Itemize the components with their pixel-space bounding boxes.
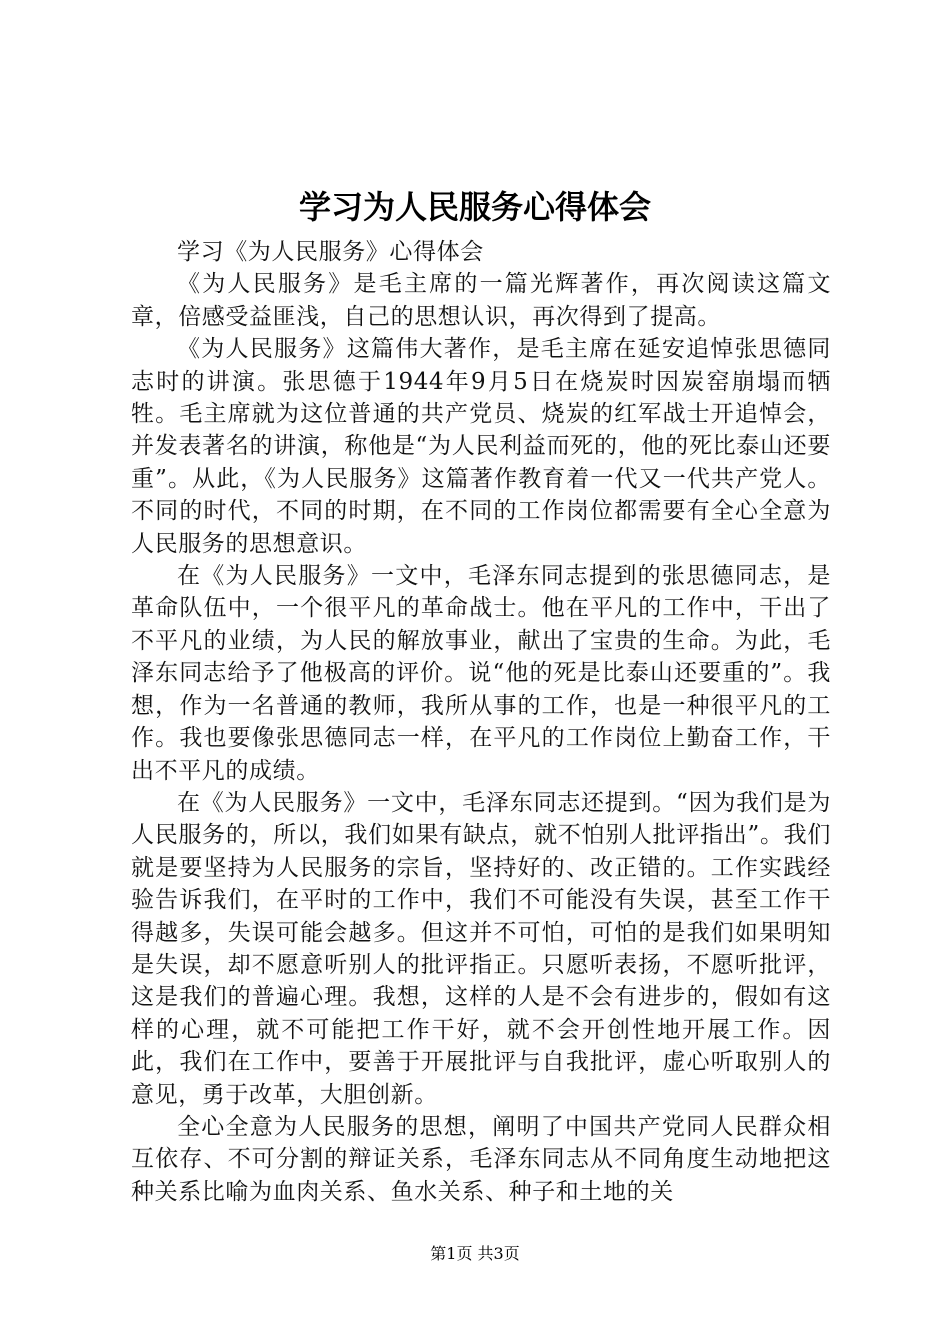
paragraph: 全心全意为人民服务的思想，阐明了中国共产党同人民群众相互依存、不可分割的辩证关系，毛泽东同志从不同角度生动地把这种关系比喻为血肉关系、鱼水关系、种子和土地的关 (131, 1113, 831, 1205)
document-body (131, 236, 831, 1208)
paragraph: 在《为人民服务》一文中，毛泽东同志提到的张思德同志，是革命队伍中，一个很平凡的革命战士。他在平凡的工作中，干出了不平凡的业绩，为人民的解放事业，献出了宝贵的生命。为此，毛泽东同志给予了他极高的评价。说“他的死是比泰山还要重的”。我想，作为一名普通的教师，我所从事的工作，也是一种很平凡的工作。我也要像张思德同志一样，在平凡的工作岗位上勤奋工作，干出不平凡的成绩。 (131, 563, 831, 784)
paragraph: 在《为人民服务》一文中，毛泽东同志还提到。“因为我们是为人民服务的，所以，我们如果有缺点，就不怕别人批评指出”。我们就是要坚持为人民服务的宗旨，坚持好的、改正错的。工作实践经验告诉我们，在平时的工作中，我们不可能没有失误，甚至工作干得越多，失误可能会越多。但这并不可怕，可怕的是我们如果明知是失误，却不愿意听别人的批评指正。只愿听表扬，不愿听批评，这是我们的普遍心理。我想，这样的人是不会有进步的，假如有这样的心理，就不可能把工作干好，就不会开创性地开展工作。因此，我们在工作中，要善于开展批评与自我批评，虚心听取别人的意见，勇于改革，大胆创新。 (131, 789, 831, 1108)
paragraph-subtitle: 学习《为人民服务》心得体会 (177, 239, 484, 265)
paragraph: 《为人民服务》是毛主席的一篇光辉著作，再次阅读这篇文章，倍感受益匪浅，自己的思想认识，再次得到了提高。 (131, 271, 831, 330)
page-number-footer: 第1页 共3页 (430, 1244, 520, 1263)
document-title: 学习为人民服务心得体会 (298, 188, 651, 226)
paragraph: 《为人民服务》这篇伟大著作，是毛主席在延安追悼张思德同志时的讲演。张思德于1944年9月5日在烧炭时因炭窑崩塌而牺牲。毛主席就为这位普通的共产党员、烧炭的红军战士开追悼会，并发表著名的讲演，称他是“为人民利益而死的，他的死比泰山还要重”。从此，《为人民服务》这篇著作教育着一代又一代共产党人。不同的时代，不同的时期，在不同的工作岗位都需要有全心全意为人民服务的思想意识。 (131, 336, 831, 557)
